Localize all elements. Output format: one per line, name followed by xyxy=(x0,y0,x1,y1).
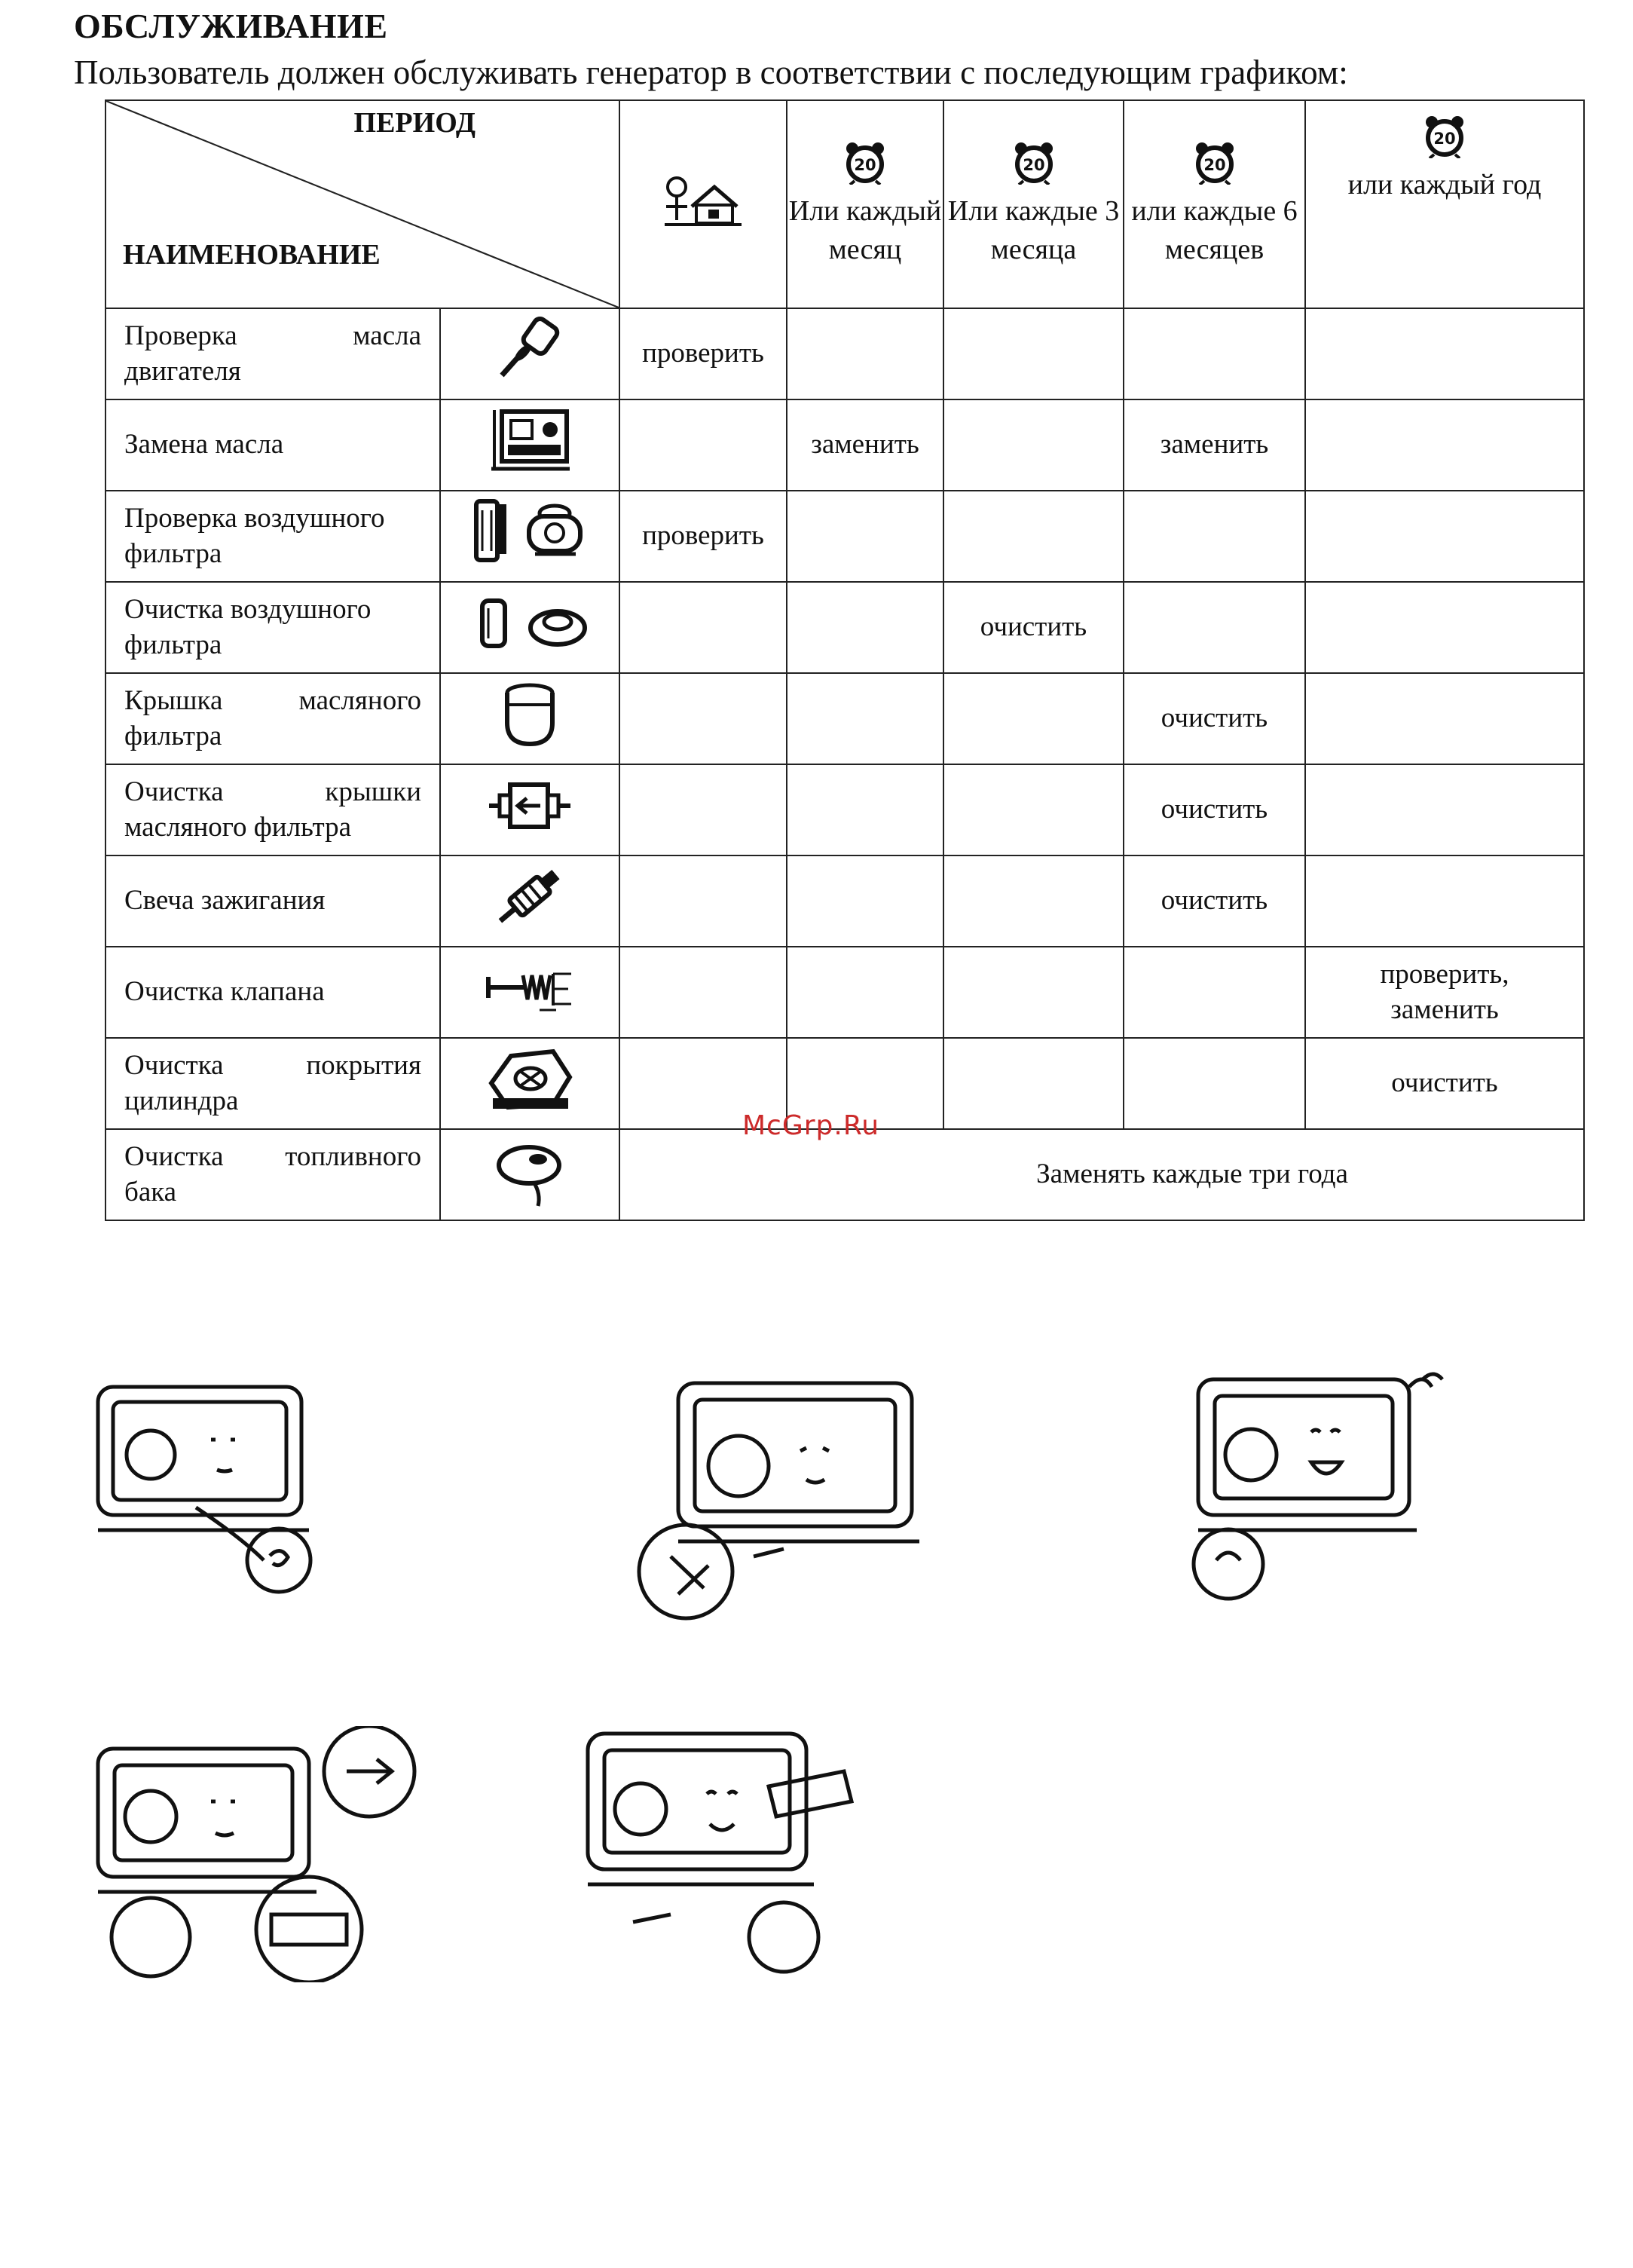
alarm-number: 20 xyxy=(1203,155,1226,174)
row-cell xyxy=(943,491,1124,582)
air-filter-check-icon xyxy=(466,495,594,568)
generator-illustration-5 xyxy=(580,1719,867,1975)
row-cell xyxy=(943,308,1124,399)
row-cell xyxy=(1305,491,1584,582)
row-cell xyxy=(1124,1038,1305,1129)
generator-illustration-3 xyxy=(1183,1357,1454,1605)
row-name: Свеча зажигания xyxy=(106,855,440,947)
period-3-months xyxy=(943,100,1124,308)
row-icon-cell xyxy=(440,308,619,399)
alarm-number: 20 xyxy=(1433,130,1456,148)
row-cell: заменить xyxy=(1124,399,1305,491)
fuel-tank-icon xyxy=(488,1132,571,1207)
row-name: Очистка крышки масляного фильтра xyxy=(106,764,440,855)
row-name: Очистка воздушного фильтра xyxy=(106,582,440,673)
row-cell xyxy=(787,947,943,1038)
row-cell xyxy=(787,491,943,582)
alarm-clock-20-icon xyxy=(1422,113,1467,158)
period-label: или каждый год xyxy=(1347,169,1542,200)
header-period: ПЕРИОД xyxy=(353,107,476,139)
period-each-use xyxy=(619,100,787,308)
filter-cap-flow-icon xyxy=(485,771,575,839)
alarm-number: 20 xyxy=(1022,155,1045,174)
table-row xyxy=(106,764,1584,855)
row-cell xyxy=(787,582,943,673)
row-name: Очистка топливного бака xyxy=(106,1129,440,1220)
row-name: Крышка масляного фильтра xyxy=(106,673,440,764)
row-cell xyxy=(1124,308,1305,399)
cylinder-cover-icon xyxy=(481,1041,579,1116)
row-cell xyxy=(1305,855,1584,947)
row-cell xyxy=(1305,673,1584,764)
row-cell: очистить xyxy=(1124,764,1305,855)
row-cell: очистить xyxy=(1124,673,1305,764)
row-cell xyxy=(943,1038,1124,1129)
row-icon-cell xyxy=(440,947,619,1038)
row-name: Замена масла xyxy=(106,399,440,491)
row-cell: проверить, заменить xyxy=(1305,947,1584,1038)
row-name: Очистка клапана xyxy=(106,947,440,1038)
row-cell xyxy=(943,947,1124,1038)
air-filter-clean-icon xyxy=(466,589,594,657)
row-name: Проверка воздушного фильтра xyxy=(106,491,440,582)
row-cell xyxy=(787,308,943,399)
row-cell xyxy=(1124,491,1305,582)
table-row xyxy=(106,1129,1584,1220)
row-icon-cell xyxy=(440,582,619,673)
alarm-clock-20-icon xyxy=(1011,139,1057,185)
table-row xyxy=(106,947,1584,1038)
row-cell: очистить xyxy=(1124,855,1305,947)
header-diagonal-cell xyxy=(106,100,619,308)
before-each-use-house-icon xyxy=(662,170,745,231)
merged-cell xyxy=(619,1129,1584,1220)
row-icon-cell xyxy=(440,491,619,582)
row-icon-cell xyxy=(440,855,619,947)
period-label: или каждые 6 месяцев xyxy=(1131,194,1298,265)
row-cell xyxy=(619,673,787,764)
generator-illustration-4 xyxy=(90,1726,422,1982)
row-icon-cell xyxy=(440,1129,619,1220)
row-cell xyxy=(943,855,1124,947)
period-6-months xyxy=(1124,100,1305,308)
engine-oil-drain-icon xyxy=(481,402,579,478)
row-cell: очистить xyxy=(1305,1038,1584,1129)
period-monthly xyxy=(787,100,943,308)
row-cell xyxy=(1305,764,1584,855)
row-cell xyxy=(1305,582,1584,673)
alarm-clock-20-icon xyxy=(1192,139,1237,185)
oil-dipstick-icon xyxy=(488,315,571,383)
table-row xyxy=(106,855,1584,947)
row-cell xyxy=(787,855,943,947)
period-label: Или каждые 3 месяца xyxy=(947,194,1120,265)
header-name: НАИМЕНОВАНИЕ xyxy=(123,238,381,271)
spark-plug-icon xyxy=(488,860,571,932)
table-row xyxy=(106,673,1584,764)
row-cell xyxy=(1124,582,1305,673)
row-cell xyxy=(787,673,943,764)
generator-illustration-2 xyxy=(625,1368,942,1624)
table-header-row xyxy=(106,100,1584,308)
row-icon-cell xyxy=(440,399,619,491)
row-cell xyxy=(1124,947,1305,1038)
row-cell xyxy=(619,399,787,491)
generator-illustration-1 xyxy=(83,1357,339,1598)
table-row xyxy=(106,491,1584,582)
table-row xyxy=(106,582,1584,673)
watermark: McGrp.Ru xyxy=(742,1110,880,1141)
row-cell xyxy=(619,855,787,947)
row-cell xyxy=(1305,399,1584,491)
row-cell: проверить xyxy=(619,308,787,399)
row-cell xyxy=(943,673,1124,764)
row-cell xyxy=(619,582,787,673)
row-cell xyxy=(619,947,787,1038)
row-cell: заменить xyxy=(787,399,943,491)
oil-filter-cap-icon xyxy=(496,678,564,750)
period-label: Или каждый месяц xyxy=(788,194,942,265)
alarm-clock-20-icon xyxy=(842,139,888,185)
valve-icon xyxy=(481,957,579,1018)
page-title: ОБСЛУЖИВАНИЕ xyxy=(74,7,388,45)
row-cell: очистить xyxy=(943,582,1124,673)
row-cell xyxy=(943,764,1124,855)
row-name: Очистка покрытия цилиндра xyxy=(106,1038,440,1129)
intro-text: Пользователь должен обслуживать генератор в соответствии с последующим графиком: xyxy=(74,54,1348,91)
row-icon-cell xyxy=(440,1038,619,1129)
row-icon-cell xyxy=(440,673,619,764)
period-yearly xyxy=(1305,100,1584,308)
alarm-number: 20 xyxy=(854,155,876,174)
table-row xyxy=(106,399,1584,491)
row-cell xyxy=(619,764,787,855)
maintenance-schedule-table xyxy=(105,99,1585,1221)
table-row xyxy=(106,308,1584,399)
row-cell xyxy=(1305,308,1584,399)
row-cell xyxy=(787,764,943,855)
row-cell: проверить xyxy=(619,491,787,582)
row-icon-cell xyxy=(440,764,619,855)
row-cell xyxy=(943,399,1124,491)
row-name: Проверка масла двигателя xyxy=(106,308,440,399)
merged-text: Заменять каждые три года xyxy=(1036,1158,1348,1190)
